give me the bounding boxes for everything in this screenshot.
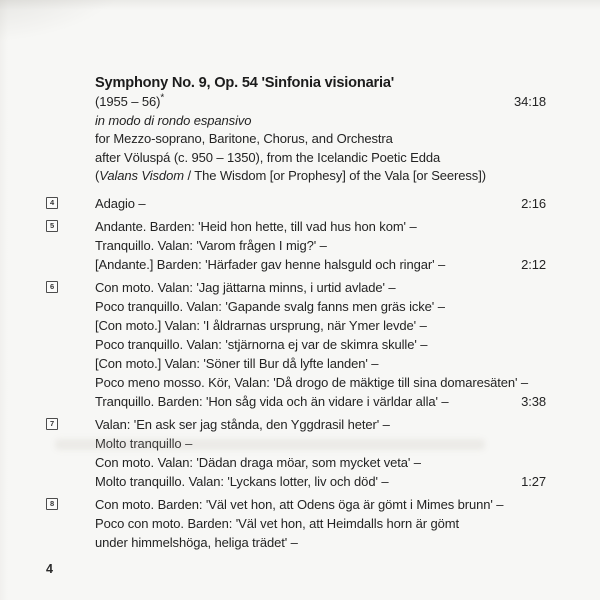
- track-line: [95, 514, 546, 533]
- track-line: [95, 495, 546, 514]
- track-line: [95, 335, 546, 354]
- track-text-lines: [95, 495, 546, 552]
- track-duration: 2:16: [521, 195, 546, 211]
- track-line-text: under himmelshöga, heliga trädet' –: [95, 534, 298, 550]
- track-line: [95, 217, 546, 236]
- track-number-box: 8: [46, 498, 58, 510]
- tempo-indication: in modo di rondo espansivo: [95, 112, 252, 128]
- composition-years: [95, 93, 164, 112]
- track-line-text: Valan: 'En ask ser jag stånda, den Yggdrasil heter' –: [95, 416, 390, 432]
- track-line-text: Tranquillo. Barden: 'Hon såg vida och än vidare i världar alla' –: [95, 393, 449, 409]
- track-line: [95, 316, 546, 335]
- work-title: Symphony No. 9, Op. 54 'Sinfonia visionaria': [95, 75, 395, 91]
- track-entry: [46, 278, 546, 411]
- track-number-box: 6: [46, 281, 58, 293]
- track-line-text: [Con moto.] Valan: 'Söner till Bur då lyfte landen' –: [95, 355, 379, 371]
- track-line: [95, 415, 546, 434]
- track-listing-content: [46, 73, 546, 556]
- track-line: [95, 278, 546, 297]
- track-text-lines: [95, 217, 546, 274]
- track-line-text: Molto tranquillo –: [95, 435, 193, 451]
- track-line-text: Molto tranquillo. Valan: 'Lyckans lotter, liv och död' –: [95, 473, 389, 489]
- track-number-column: [46, 217, 95, 232]
- track-line-text: Poco meno mosso. Kör, Valan: 'Då drogo de mäktige till sina domaresäten' –: [95, 374, 529, 390]
- translation-line: [95, 167, 546, 186]
- track-line: [95, 354, 546, 373]
- track-line-text: Andante. Barden: 'Heid hon hette, till vad hus hon kom' –: [95, 218, 417, 234]
- track-text-lines: [95, 278, 546, 411]
- track-entry: [46, 217, 546, 274]
- track-line-text: [Con moto.] Valan: 'I åldrarnas ursprung, när Ymer levde' –: [95, 317, 427, 333]
- track-duration: 3:38: [521, 393, 546, 409]
- track-line-text: Tranquillo. Valan: 'Varom frågen I mig?' –: [95, 237, 327, 253]
- footnote-asterisk: *: [160, 92, 165, 104]
- track-number-box: 4: [46, 197, 58, 209]
- track-entry: [46, 495, 546, 552]
- track-line: [95, 453, 546, 472]
- track-duration: 1:27: [521, 473, 546, 489]
- track-line: [95, 533, 546, 552]
- track-line: [95, 472, 546, 491]
- track-text-lines: [95, 415, 546, 491]
- track-line-text: [Andante.] Barden: 'Härfader gav henne halsguld och ringar' –: [95, 256, 446, 272]
- page-number: 4: [46, 562, 53, 576]
- track-line-text: Con moto. Barden: 'Väl vet hon, att Odens öga är gömt i Mimes brunn' –: [95, 496, 504, 512]
- print-bleed-artifact: [55, 439, 485, 450]
- track-number-column: [46, 194, 95, 209]
- track-duration: 2:12: [521, 256, 546, 272]
- track-line: [95, 236, 546, 255]
- track-number-column: [46, 495, 95, 510]
- track-entry: [46, 415, 546, 491]
- track-line: [95, 373, 546, 392]
- track-number-box: 5: [46, 220, 58, 232]
- total-duration: 34:18: [513, 94, 546, 109]
- track-text-lines: [95, 194, 546, 213]
- track-number-column: [46, 415, 95, 430]
- years-row: [95, 93, 546, 112]
- track-line: [95, 194, 546, 213]
- translation-original-title: Valans Visdom: [99, 168, 184, 183]
- track-line-text: Con moto. Valan: 'Dädan draga möar, som mycket veta' –: [95, 454, 421, 470]
- track-line: [95, 392, 546, 411]
- track-line-text: Poco tranquillo. Valan: 'Gapande svalg fanns men gräs icke' –: [95, 298, 445, 314]
- translation-prefix: (: [95, 168, 100, 183]
- track-line: [95, 297, 546, 316]
- work-header: [95, 73, 546, 186]
- years-text: (1955 – 56): [95, 94, 161, 109]
- track-line-text: Poco tranquillo. Valan: 'stjärnorna ej var de skimra skulle' –: [95, 336, 428, 352]
- track-number-column: [46, 278, 95, 293]
- track-line-text: Adagio –: [95, 195, 146, 211]
- track-line-text: Con moto. Valan: 'Jag jättarna minns, i urtid avlade' –: [95, 279, 396, 295]
- source-line: after Völuspá (c. 950 – 1350), from the Icelandic Poetic Edda: [95, 149, 441, 165]
- track-number-box: 7: [46, 418, 58, 430]
- track-line: [95, 255, 546, 274]
- scoring-line: for Mezzo-soprano, Baritone, Chorus, and Orchestra: [95, 131, 393, 146]
- translation-rest: / The Wisdom [or Prophesy] of the Vala [or Seeress]): [183, 168, 486, 183]
- track-line-text: Poco con moto. Barden: 'Väl vet hon, att Heimdalls horn är gömt: [95, 515, 459, 531]
- track-list: [46, 194, 546, 552]
- track-entry: [46, 194, 546, 213]
